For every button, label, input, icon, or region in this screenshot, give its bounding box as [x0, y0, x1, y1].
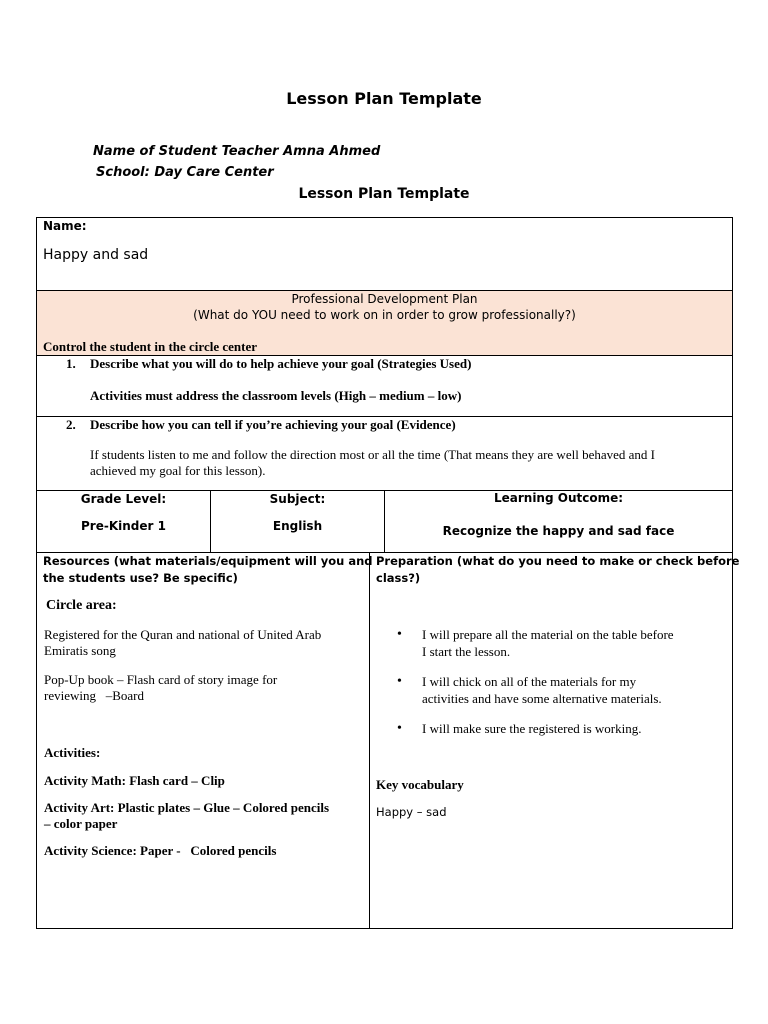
prep-2-line-1: I will chick on all of the materials for my: [422, 674, 637, 689]
resources-header-line-2: the students use? Be specific): [43, 571, 238, 585]
prep-bullet-1: •: [397, 627, 402, 642]
evidence-number: 2.: [66, 417, 76, 432]
grade-value: Pre-Kinder 1: [81, 519, 166, 533]
pdp-cell: [36, 290, 733, 356]
prep-1-line-2: I start the lesson.: [422, 644, 511, 659]
grade-cell: [36, 490, 211, 553]
prep-3: I will make sure the registered is working.: [422, 721, 642, 736]
prep-bullet-2: •: [397, 674, 402, 689]
evidence-text-line-1: If students listen to me and follow the direction most or all the time (That means they are well behaved and I: [90, 447, 655, 462]
resource-2-line-1: Pop-Up book – Flash card of story image for: [44, 672, 278, 687]
activity-science: Activity Science: Paper - Colored pencils: [44, 843, 277, 858]
pdp-goal: Control the student in the circle center: [43, 339, 257, 354]
pdp-title: Professional Development Plan: [291, 292, 478, 306]
name-label: Name:: [43, 219, 87, 233]
document-title: Lesson Plan Template: [286, 89, 482, 108]
document-subtitle: Lesson Plan Template: [298, 186, 470, 202]
evidence-cell: [36, 416, 733, 491]
pdp-question: (What do YOU need to work on in order to grow professionally?): [193, 308, 576, 322]
teacher-name-line: Name of Student Teacher Amna Ahmed: [93, 144, 381, 159]
key-vocabulary-label: Key vocabulary: [376, 777, 464, 792]
name-value: Happy and sad: [43, 247, 149, 263]
resources-cell: [36, 552, 373, 929]
prep-bullet-3: •: [397, 721, 402, 736]
preparation-header-line-2: class?): [376, 571, 421, 585]
prep-2-line-2: activities and have some alternative materials.: [422, 691, 662, 706]
evidence-text-line-2: achieved my goal for this lesson).: [90, 463, 266, 478]
outcome-label: Learning Outcome:: [493, 491, 624, 505]
outcome-cell: [384, 490, 733, 553]
subject-label: Subject:: [269, 492, 326, 506]
strategy-number: 1.: [66, 356, 76, 371]
activity-math: Activity Math: Flash card – Clip: [44, 773, 225, 788]
prep-1-line-1: I will prepare all the material on the table before: [422, 627, 674, 642]
outcome-value: Recognize the happy and sad face: [442, 524, 675, 538]
resources-header-line-1: Resources (what materials/equipment will you and: [43, 554, 373, 568]
circle-area-label: Circle area:: [46, 598, 117, 613]
school-line: School: Day Care Center: [96, 165, 274, 180]
strategy-text: Activities must address the classroom levels (High – medium – low): [90, 388, 462, 403]
activity-art-line-1: Activity Art: Plastic plates – Glue – Colored pencils: [44, 800, 330, 815]
key-vocabulary-value: Happy – sad: [376, 805, 447, 819]
grade-label: Grade Level:: [80, 492, 167, 506]
resource-1-line-1: Registered for the Quran and national of United Arab: [44, 627, 322, 642]
subject-value: English: [272, 519, 323, 533]
name-cell: [36, 217, 733, 291]
preparation-header-line-1: Preparation (what do you need to make or check before: [376, 554, 740, 568]
activities-label: Activities:: [44, 745, 101, 760]
subject-cell: [210, 490, 385, 553]
evidence-heading: Describe how you can tell if you’re achieving your goal (Evidence): [90, 417, 456, 432]
resource-1-line-2: Emiratis song: [44, 643, 116, 658]
resource-2-line-2: reviewing –Board: [44, 688, 145, 703]
activity-art-line-2: – color paper: [44, 816, 118, 831]
strategy-heading: Describe what you will do to help achieve your goal (Strategies Used): [90, 356, 472, 371]
preparation-cell: [369, 552, 740, 929]
strategies-cell: [36, 355, 733, 417]
